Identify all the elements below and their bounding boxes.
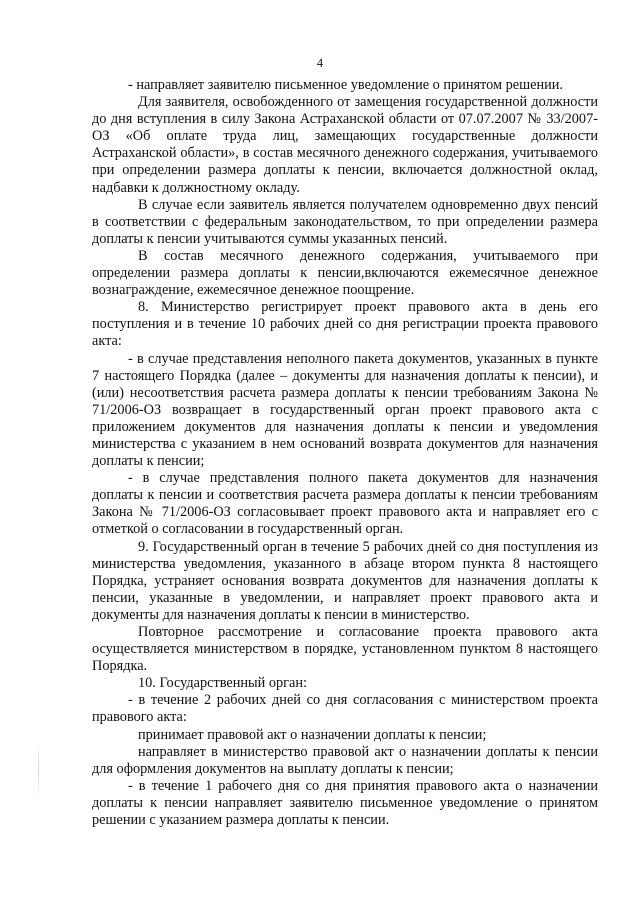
paragraph: - в случае представления неполного пакета документов, указанных в пункте 7 настоящего Порядка (далее – документы для назначения доплаты к пенсии), и (или) несоответствия расчета размера доплаты к пенсии требованиям Закона № 71/2006-ОЗ возвращает в государственный орган проект правового акта с приложением документов для назначения доплаты к пенсии и уведомления министерства с указанием в нем оснований возврата документов для назначения доплаты к пенсии;	[92, 350, 598, 470]
paragraph: - в случае представления полного пакета документов для назначения доплаты к пенсии и соответствия расчета размера доплаты к пенсии требованиям Закона № 71/2006-ОЗ согласовывает проект правового акта и направляет его с отметкой о согласовании в государственный орган.	[92, 470, 598, 538]
paragraph: Повторное рассмотрение и согласование проекта правового акта осуществляется министерством в порядке, установленном пунктом 8 настоящего Порядка.	[92, 624, 598, 675]
scan-mark	[38, 740, 39, 800]
paragraph: - в течение 2 рабочих дней со дня согласования с министерством проекта правового акта:	[92, 692, 598, 726]
paragraph: 8. Министерство регистрирует проект правового акта в день его поступления и в течение 10 рабочих дней со дня регистрации проекта правового акта:	[92, 299, 598, 350]
document-body	[92, 77, 598, 829]
page-number: 4	[316, 56, 324, 70]
paragraph: 9. Государственный орган в течение 5 рабочих дней со дня поступления из министерства уведомления, указанного в абзаце втором пункта 8 настоящего Порядка, устраняет основания возврата документов для назначения доплаты к пенсии, указанные в уведомлении, и направляет проект правового акта и документы для назначения доплаты к пенсии в министерство.	[92, 538, 598, 623]
paragraph: принимает правовой акт о назначении доплаты к пенсии;	[138, 726, 487, 743]
paragraph: 10. Государственный орган:	[138, 675, 308, 692]
paragraph: В случае если заявитель является получателем одновременно двух пенсий в соответствии с федеральным законодательством, то при определении размера доплаты к пенсии учитываются суммы указанных пенсий.	[92, 196, 598, 247]
paragraph: - в течение 1 рабочего дня со дня принятия правового акта о назначении доплаты к пенсии направляет заявителю письменное уведомление о принятом решении с указанием размера доплаты к пенсии.	[92, 777, 598, 829]
paragraph: Для заявителя, освобожденного от замещения государственной должности до дня вступления в силу Закона Астраханской области от 07.07.2007 № 33/2007-ОЗ «Об оплате труда лиц, замещающих государственные должности Астраханской области», в состав месячного денежного содержания, учитываемого при определении размера доплаты к пенсии, включается должностной оклад, надбавки к должностному окладу.	[92, 94, 598, 196]
paragraph: направляет в министерство правовой акт о назначении доплаты к пенсии для оформления документов на выплату доплаты к пенсии;	[92, 743, 598, 777]
paragraph: В состав месячного денежного содержания, учитываемого при определении размера доплаты к пенсии,включаются ежемесячное денежное вознаграждение, ежемесячное денежное поощрение.	[92, 247, 598, 299]
paragraph: - направляет заявителю письменное уведомление о принятом решении.	[128, 77, 563, 93]
